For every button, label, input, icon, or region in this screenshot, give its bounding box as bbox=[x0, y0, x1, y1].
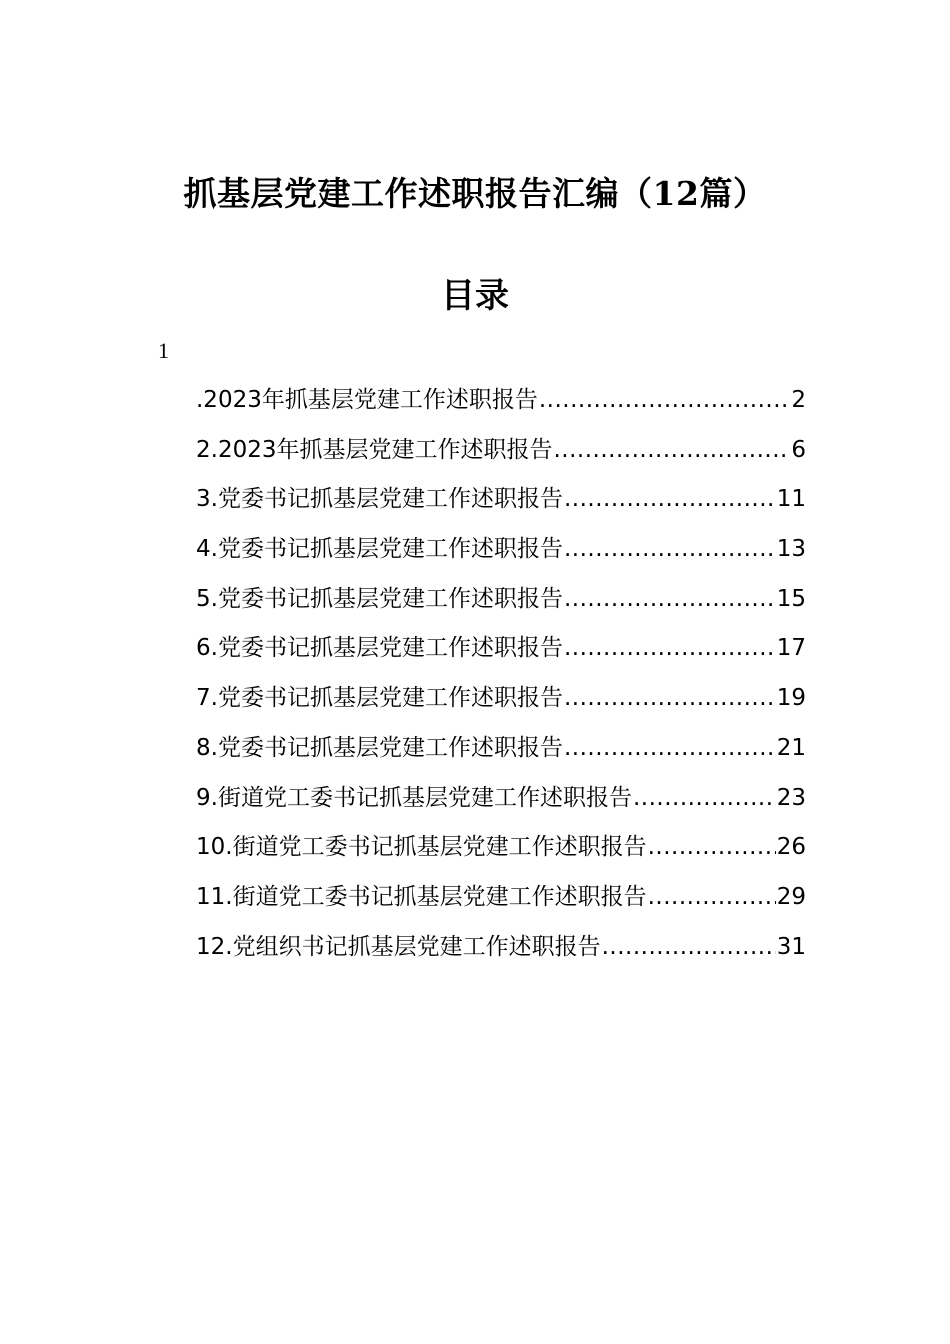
toc-entry-page: 15 bbox=[776, 585, 806, 612]
toc-entry-9[interactable] bbox=[196, 778, 806, 828]
toc-entry-1[interactable] bbox=[196, 380, 806, 430]
toc-entry-label: 8.党委书记抓基层党建工作述职报告 bbox=[196, 734, 563, 761]
document-title: 抓基层党建工作述职报告汇编（12篇） bbox=[183, 174, 767, 213]
toc-heading: 目录 bbox=[441, 276, 509, 316]
toc-entry-page: 31 bbox=[776, 933, 806, 960]
toc-leader-dots bbox=[602, 927, 776, 967]
toc-leader-dots bbox=[564, 529, 776, 569]
toc-leader-dots bbox=[633, 778, 776, 818]
toc-leader-dots bbox=[564, 479, 776, 519]
toc-entry-4[interactable] bbox=[196, 529, 806, 579]
toc-entry-page: 17 bbox=[776, 635, 806, 662]
toc-entry-label: 3.党委书记抓基层党建工作述职报告 bbox=[196, 486, 563, 513]
toc-leader-dots bbox=[564, 728, 776, 768]
toc-leader-dots bbox=[564, 579, 776, 619]
toc-entry-label: 6.党委书记抓基层党建工作述职报告 bbox=[196, 635, 563, 662]
toc-entry-label: 12.党组织书记抓基层党建工作述职报告 bbox=[196, 933, 601, 960]
toc-leader-dots bbox=[539, 380, 791, 420]
toc-entry-page: 29 bbox=[776, 883, 806, 910]
toc-entry-12[interactable] bbox=[196, 927, 806, 977]
toc-entry-3[interactable] bbox=[196, 479, 806, 529]
toc-leader-dots bbox=[553, 430, 790, 470]
toc-entry-label: 10.街道党工委书记抓基层党建工作述职报告 bbox=[196, 834, 647, 861]
toc-entry-label: 5.党委书记抓基层党建工作述职报告 bbox=[196, 585, 563, 612]
toc-entry-8[interactable] bbox=[196, 728, 806, 778]
toc-entry-page: 19 bbox=[776, 685, 806, 712]
toc-entry-11[interactable] bbox=[196, 877, 806, 927]
toc-entry-label: .2023年抓基层党建工作述职报告 bbox=[196, 387, 538, 413]
toc-leader-dots bbox=[648, 827, 776, 867]
toc-entry-5[interactable] bbox=[196, 579, 806, 629]
toc-entry-page: 13 bbox=[776, 536, 806, 563]
toc-entry-label: 7.党委书记抓基层党建工作述职报告 bbox=[196, 685, 563, 712]
toc-entry-page: 2 bbox=[791, 387, 806, 413]
toc-entry-page: 21 bbox=[776, 734, 806, 761]
toc-entry-page: 23 bbox=[776, 784, 806, 811]
toc-entry-page: 6 bbox=[791, 436, 806, 463]
toc-leader-dots bbox=[648, 877, 776, 917]
toc-entry-label: 4.党委书记抓基层党建工作述职报告 bbox=[196, 536, 563, 563]
toc-leader-dots bbox=[564, 628, 776, 668]
toc-entry-label: 2.2023年抓基层党建工作述职报告 bbox=[196, 436, 553, 463]
toc-entry-page: 26 bbox=[776, 834, 806, 861]
page-marker: 1 bbox=[158, 338, 169, 363]
toc-entry-2[interactable] bbox=[196, 430, 806, 480]
toc-entry-label: 11.街道党工委书记抓基层党建工作述职报告 bbox=[196, 883, 647, 910]
toc-leader-dots bbox=[564, 678, 776, 718]
toc-entry-7[interactable] bbox=[196, 678, 806, 728]
toc-entry-6[interactable] bbox=[196, 628, 806, 678]
toc-entry-10[interactable] bbox=[196, 827, 806, 877]
table-of-contents bbox=[196, 380, 806, 976]
toc-entry-label: 9.街道党工委书记抓基层党建工作述职报告 bbox=[196, 784, 632, 811]
toc-entry-page: 11 bbox=[776, 486, 806, 513]
